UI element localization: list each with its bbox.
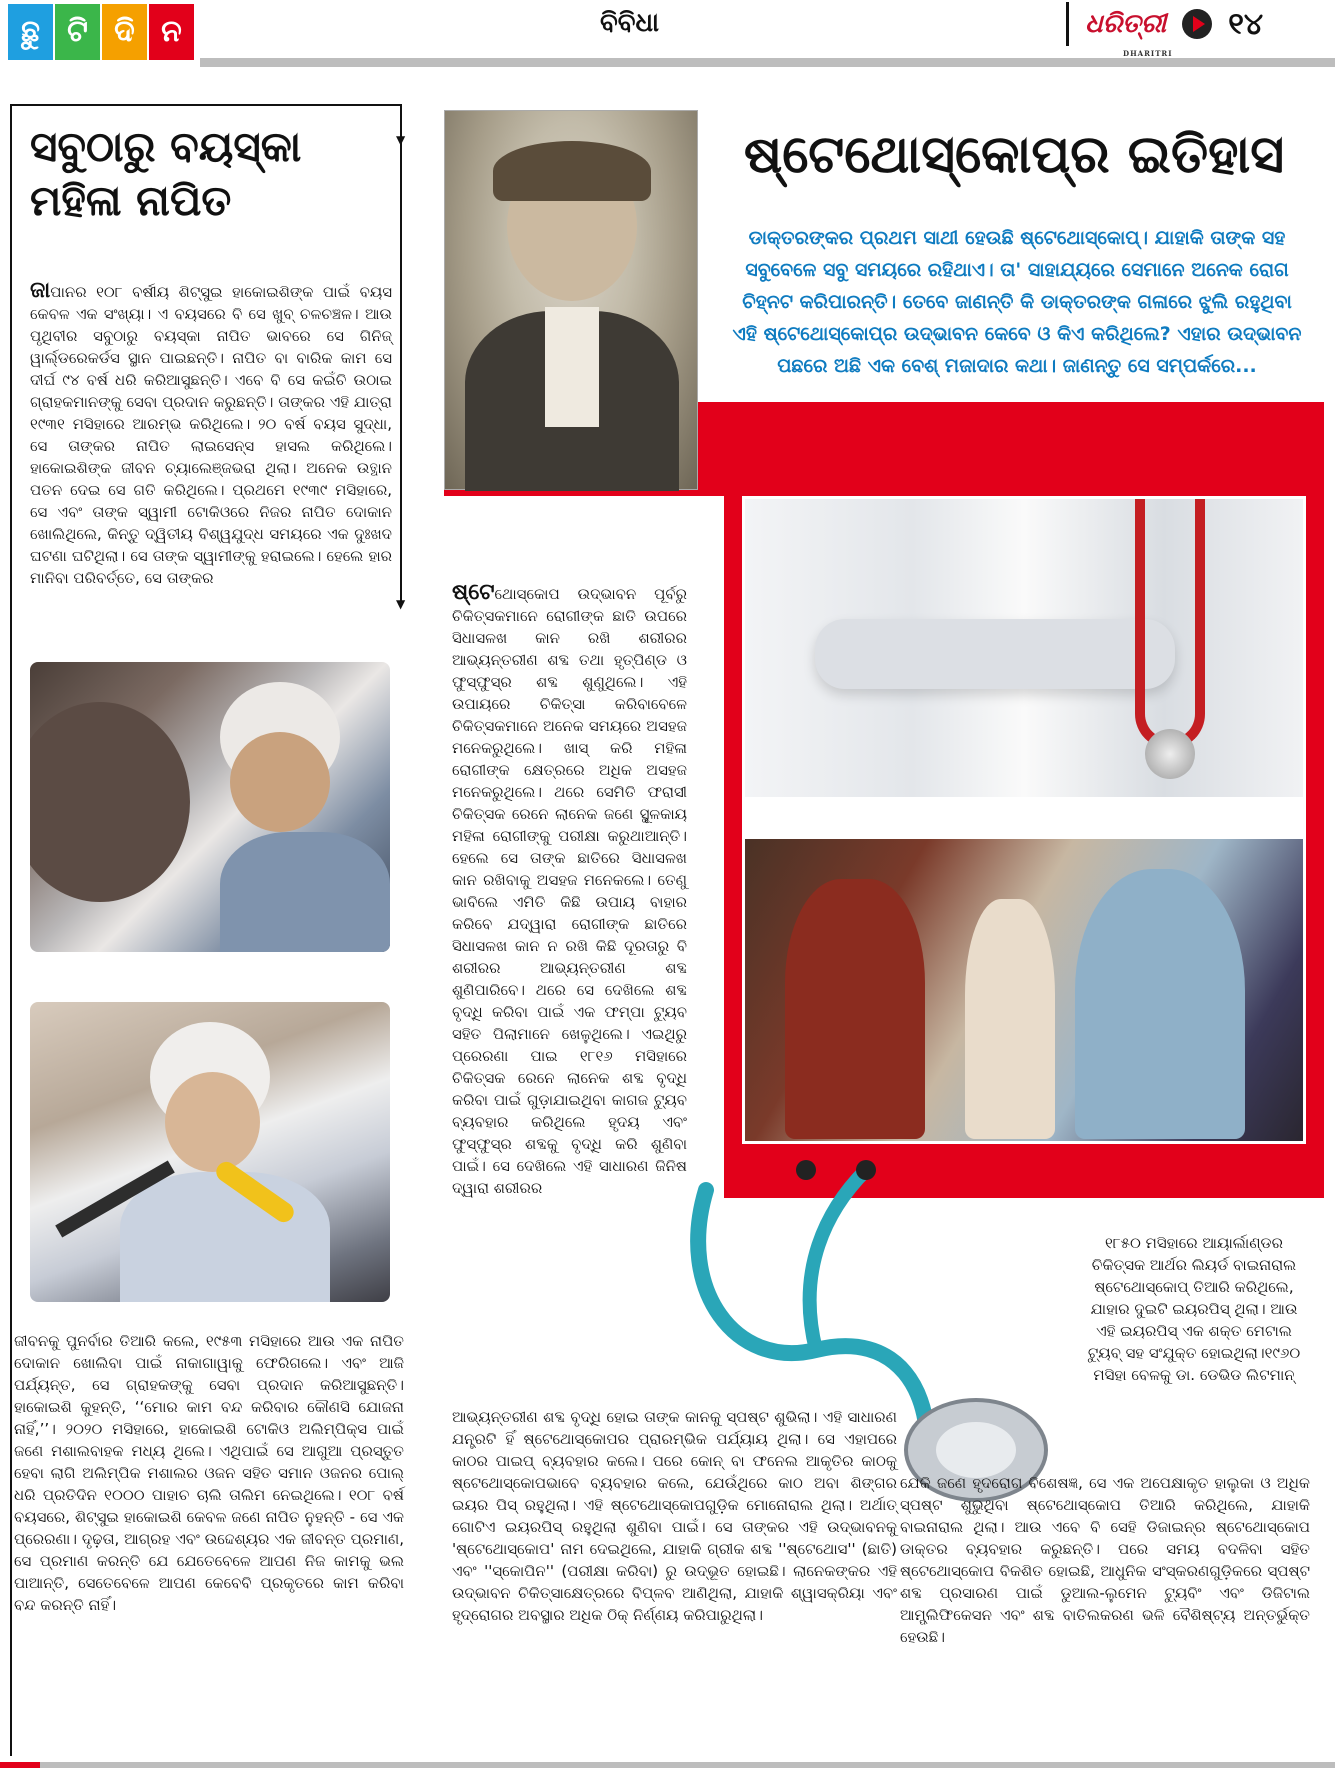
doctor-coat-photo xyxy=(742,496,1306,800)
brand-name: ଧରିତ୍ରୀ xyxy=(1085,9,1167,39)
left-article-para-1 xyxy=(30,280,392,589)
stethoscope-text-col-3: ୧୮୫୦ ମସିହାରେ ଆୟାର୍ଲାଣ୍ଡର ଚିକିତ୍ସକ ଆର୍ଥର ଲିୟର୍ଡ ବାଇନାରାଲ ଷ୍ଟେଥୋସ୍କୋପ୍ ତିଆରି କରିଥିଲେ, ଯାହାର ଦୁଇଟି ଇୟରପିସ୍ ଥିଲା। ଆଉ ଏହି ଇୟରପିସ୍ ଏକ ଶକ୍ତ ମେଟାଲ ଟ୍ୟୁବ୍ ସହ ସଂଯୁକ୍ତ ହୋଇଥିଲା।୧୯୬୦ ମସିହା ବେଳକୁ ଡା. ଡେଭିଡ ଲିଟମାନ୍ xyxy=(1087,1234,1301,1384)
stethoscope-text-col-4: ଯେକି ଜଣେ ହୃଦରୋଗ ବିଶେଷଜ୍ଞ, ସେ ଏକ ଅପେକ୍ଷାକୃତ ହାଲୁକା ଓ ଅଧିକ ସ୍ପଷ୍ଟ ଶୁଭୁଥିବା ଷ୍ଟେଥୋସ୍କୋପ ତିଆରି କରିଥିଲେ, ଯାହାକି ବାଇନାରାଲ ଥିଲା। ଆଉ ଏବେ ବି ସେହି ଡିଜାଇନ୍‌ର ଷ୍ଟେଥୋସ୍କୋପ ଡାକ୍ତର ବ୍ୟବହାର କରୁଛନ୍ତି। ପରେ ସମୟ ବଦଳିବା ସହିତ ଷ୍ଟେଥୋସ୍କୋପ ବିକଶିତ ହୋଇଛି, ଆଧୁନିକ ସଂସ୍କରଣଗୁଡ଼ିକରେ ସ୍ପଷ୍ଟ ଶବ୍ଦ ପ୍ରସାରଣ ପାଇଁ ଡୁଆଲ-ଲୁମେନ ଟ୍ୟୁବିଂ ଏବଂ ଡିଜିଟାଲ ଆମ୍ପ୍ଲିଫିକେସନ ଏବଂ ଶବ୍ଦ ବାତିଲକରଣ ଭଳି ବୈଶିଷ୍ଟ୍ୟ ଅନ୍ତର୍ଭୁକ୍ତ ହେଉଛି। xyxy=(900,1474,1310,1646)
section-logo xyxy=(8,4,194,60)
section-title: ବିବିଧା xyxy=(600,8,659,38)
brand-subtitle: DHARITRI xyxy=(1123,49,1173,58)
header-rule xyxy=(200,58,1335,67)
left-article-para-2: ଜୀବନକୁ ପୁନର୍ବାର ତିଆରି କଲେ, ୧୯୫୩ ମସିହାରେ ଆଉ ଏକ ନାପିତ ଦୋକାନ ଖୋଲିବା ପାଇଁ ନାକାଗାୱାକୁ ଫେରିଗଲେ। ଏବଂ ଆଜି ପର୍ଯ୍ୟନ୍ତ, ସେ ଗ୍ରାହକଙ୍କୁ ସେବା ପ୍ରଦାନ କରିଆସୁଛନ୍ତି। ହାକୋଇଶି କୁହନ୍ତି, ‘‘ମୋର କାମ ବନ୍ଦ କରିବାର କୌଣସି ଯୋଜନା ନାହିଁ,’’। ୨୦୨୦ ମସିହାରେ, ହାକୋଇଶି ଟୋକିଓ ଅଲିମ୍ପିକ୍ସ ପାଇଁ ଜଣେ ମଶାଲବାହକ ମଧ୍ୟ ଥିଲେ। ଏଥିପାଇଁ ସେ ଆଗୁଆ ପ୍ରସ୍ତୁତ ହେବା ଲାଗି ଅଲିମ୍ପିକ ମଶାଲର ଓଜନ ସହିତ ସମାନ ଓଜନର ପୋଲ୍ ଧରି ପ୍ରତିଦିନ ୧୦୦୦ ପାହାଚ ଚାଲି ତାଲିମ ନେଇଥିଲେ। ୧୦୮ ବର୍ଷ ବୟସରେ, ଶିଟ୍ସୁଇ ହାକୋଇଶି କେବଳ ଜଣେ ନାପିତ ନୁହନ୍ତି - ସେ ଏକ ପ୍ରେରଣା। ଦୃଢ଼ତା, ଆଗ୍ରହ ଏବଂ ଉଦ୍ଦେଶ୍ୟର ଏକ ଜୀବନ୍ତ ପ୍ରମାଣ, ସେ ପ୍ରମାଣ କରନ୍ତି ଯେ ଯେତେବେଳେ ଆପଣ ନିଜ କାମକୁ ଭଲ ପାଆନ୍ତି, ସେତେବେଳେ ଆପଣ କେବେବି ପ୍ରକୃତରେ କାମ କରିବା ବନ୍ଦ କରନ୍ତି ନାହିଁ। xyxy=(14,1332,404,1614)
left-frame-right-border xyxy=(400,104,402,604)
barber-uniform-shape xyxy=(120,1172,330,1302)
stethoscope-text-col-2: ଆଭ୍ୟନ୍ତରୀଣ ଶବ୍ଦ ବୃଦ୍ଧି ହୋଇ ତାଙ୍କ କାନକୁ ସ୍ପଷ୍ଟ ଶୁଭିଲା। ଏହି ସାଧାରଣ ଯନ୍ତ୍ରଟି ହିଁ ଷ୍ଟେଥୋସ୍କୋପର ପ୍ରାରମ୍ଭିକ ପର୍ଯ୍ୟାୟ ଥିଲା। ସେ ଏହାପରେ କାଠର ପାଇପ୍ ବ୍ୟବହାର କଲେ। ପରେ କୋନ୍ ବା ଫନେଲ ଆକୃତିର କାଠକୁ ଷ୍ଟେଥୋସ୍କୋପଭାବେ ବ୍ୟବହାର କଲେ, ଯେଉଁଥିରେ କାଠ ଅବା ଶିଙ୍ଗର ଇୟର ପିସ୍ ରହୁଥିଲା। ଏହି ଷ୍ଟେଥୋସ୍କୋପଗୁଡ଼ିକ ମୋନୋରାଲ ଥିଲା। ଅର୍ଥାତ୍ ଗୋଟିଏ ଇୟରପିସ୍ ରହୁଥିଲା ଶୁଣିବା ପାଇଁ। ସେ ତାଙ୍କର ଏହି ଉଦ୍ଭାବନକୁ 'ଷ୍ଟେଥୋସ୍କୋପ' ନାମ ଦେଇଥିଲେ, ଯାହାକି ଗ୍ରୀକ ଶବ୍ଦ ''ଷ୍ଟେଥୋସ'' (ଛାତି) ଏବଂ ''ସ୍କୋପିନ'' (ପରୀକ୍ଷା କରିବା) ରୁ ଉଦ୍ଭୂତ ହୋଇଛି। ଲାନେକଙ୍କର ଏହି ଉଦ୍ଭାବନ ଚିକିତ୍ସାକ୍ଷେତ୍ରରେ ବିପ୍ଳବ ଆଣିଥିଲା, ଯାହାକି ଶ୍ୱାସକ୍ରିୟା ଏବଂ ହୃଦ୍‌ରୋଗର ଅବସ୍ଥାର ଅଧିକ ଠିକ୍ ନିର୍ଣ୍ଣୟ କରିପାରୁଥିଲା। xyxy=(452,1408,897,1624)
red-band-vertical-left xyxy=(724,402,742,1197)
intro-blurb: ଡାକ୍ତରଙ୍କର ପ୍ରଥମ ସାଥୀ ହେଉଛି ଷ୍ଟେଥୋସ୍କୋପ୍। ଯାହାକି ତାଙ୍କ ସହ ସବୁବେଳେ ସବୁ ସମୟରେ ରହିଥାଏ। ତା' ସାହାଯ୍ୟରେ ସେମାନେ ଅନେକ ରୋଗ ଚିହ୍ନଟ କରିପାରନ୍ତି। ତେବେ ଜାଣନ୍ତି କି ଡାକ୍ତରଙ୍କ ଗଳାରେ ଝୁଲି ରହୁଥିବା ଏହି ଷ୍ଟେଥୋସ୍କୋପ୍‌ର ଉଦ୍ଭାବନ କେବେ ଓ କିଏ କରିଥିଲେ? ଏହାର ଉଦ୍ଭାବନ ପଛରେ ଅଛି ଏକ ବେଶ୍ ମଜାଦାର କଥା। ଜାଣନ୍ତୁ ସେ ସମ୍ପର୍କରେ... xyxy=(732,227,1302,377)
painting-woman-shape xyxy=(1075,869,1245,1139)
earpiece-icon xyxy=(796,1160,816,1180)
lead-word: ଜା xyxy=(30,278,51,303)
folded-arms-shape xyxy=(815,619,1175,689)
customer-head-shape xyxy=(30,702,190,902)
chestpiece-diaphragm xyxy=(936,1422,1016,1478)
barber-face-shape xyxy=(165,1072,260,1172)
stethoscope-tube xyxy=(810,1170,866,1350)
barber-face-shape xyxy=(230,732,330,832)
section-logo-tile: ଟି xyxy=(55,4,100,60)
portrait-collar-shape xyxy=(545,307,599,427)
section-logo-tile: ଛୁ xyxy=(8,4,53,60)
bottom-rule xyxy=(0,1762,1335,1768)
brand-logo xyxy=(1085,9,1173,58)
red-stethoscope-icon xyxy=(1135,499,1205,749)
stethoscope-text-col-1 xyxy=(452,582,687,1199)
arrow-down-icon: ▼ xyxy=(396,597,406,611)
right-headline: ଷ୍ଟେଥୋସ୍କୋପ୍‌ର ଇତିହାସ xyxy=(743,125,1285,185)
lead-word: ଷ୍ଟେ xyxy=(452,580,495,605)
barber-photo-1 xyxy=(30,662,390,952)
left-headline-line: ମହିଳା ନାପିତ xyxy=(30,176,232,225)
stethoscope-chestpiece-icon xyxy=(1145,729,1195,779)
section-logo-tile: ନ xyxy=(149,4,194,60)
left-article-text: ପାନର ୧୦୮ ବର୍ଷୀୟ ଶିଟ୍ସୁଇ ହାକୋଇଶିଙ୍କ ପାଇଁ ବୟସ କେବଳ ଏକ ସଂଖ୍ୟା। ଏ ବୟସରେ ବି ସେ ଖୁବ୍ ଚଳଚଞ୍ଚଳ। ଆଉ ପୃଥିବୀର ସବୁଠାରୁ ବୟସ୍କା ନାପିତ ଭାବରେ ସେ ଗିନିଜ୍ ୱାର୍ଲ୍ଡରେକର୍ଡସ ସ୍ଥାନ ପାଇଛନ୍ତି। ନାପିତ ବା ବାରିକ କାମ ସେ ଦୀର୍ଘ ୯୪ ବର୍ଷ ଧରି କରିଆସୁଛନ୍ତି। ଏବେ ବି ସେ କଇଁଚି ଉଠାଇ ଗ୍ରାହକମାନଙ୍କୁ ସେବା ପ୍ରଦାନ କରୁଛନ୍ତି। ତାଙ୍କର ଏହି ଯାତ୍ରା ୧୯୩୧ ମସିହାରେ ଆରମ୍ଭ କରିଥିଲେ। ୨୦ ବର୍ଷ ବୟସ ସୁଦ୍ଧା, ସେ ତାଙ୍କର ନାପିତ ଲାଇସେନ୍ସ ହାସଲ କରିଥିଲେ। ହାକୋଇଶିଙ୍କ ଜୀବନ ଚ୍ୟାଲେଞ୍ଜଭରା ଥିଲା। ଅନେକ ଉତ୍ଥାନ ପତନ ଦେଇ ସେ ଗତି କରିଥିଲେ। ପ୍ରଥମେ ୧୯୩୯ ମସିହାରେ, ସେ ଏବଂ ତାଙ୍କ ସ୍ୱାମୀ ଟୋକିଓରେ ନିଜର ନାପିତ ଦୋକାନ ଖୋଲିଥିଲେ, କିନ୍ତୁ ଦ୍ୱିତୀୟ ବିଶ୍ୱଯୁଦ୍ଧ ସମୟରେ ଏକ ଦୁଃଖଦ ଘଟଣା ଘଟିଥିଲା। ସେ ତାଙ୍କ ସ୍ୱାମୀଙ୍କୁ ହରାଇଲେ। ହେଲେ ହାର ମାନିବା ପରିବର୍ତ୍ତେ, ସେ ତାଙ୍କର xyxy=(30,283,392,587)
barber-photo-2 xyxy=(30,1002,390,1302)
left-headline xyxy=(30,120,390,228)
play-icon xyxy=(1182,9,1212,39)
red-band-vertical-right xyxy=(1306,402,1324,1197)
inventor-portrait xyxy=(444,110,698,490)
stethoscope-text: ଥୋସ୍କୋପ ଉଦ୍ଭାବନ ପୂର୍ବରୁ ଚିକିତ୍ସକମାନେ ରୋଗୀଙ୍କ ଛାତି ଉପରେ ସିଧାସଳଖ କାନ ରଖି ଶରୀରର ଆଭ୍ୟନ୍ତରୀଣ ଶବ୍ଦ ତଥା ହୃତ୍‌ପିଣ୍ଡ ଓ ଫୁସ୍‌ଫୁସ୍‌ର ଶବ୍ଦ ଶୁଣୁଥିଲେ। ଏହି ଉପାୟରେ ଚିକିତ୍ସା କରିବାବେଳେ ଚିକିତ୍ସକମାନେ ଅନେକ ସମୟରେ ଅସହଜ ମନେକରୁଥିଲେ। ଖାସ୍ କରି ମହିଳା ରୋଗୀଙ୍କ କ୍ଷେତ୍ରରେ ଅଧିକ ଅସହଜ ମନେକରୁଥିଲେ। ଥରେ ସେମିତି ଫରାସୀ ଚିକିତ୍ସକ ରେନେ ଲାନେକ ଜଣେ ସ୍ଥୂଳକାୟ ମହିଳା ରୋଗୀଙ୍କୁ ପରୀକ୍ଷା କରୁଥାଆନ୍ତି। ହେଲେ ସେ ତାଙ୍କ ଛାତିରେ ସିଧାସଳଖ କାନ ରଖିବାକୁ ଅସହଜ ମନେକଲେ। ତେଣୁ ଭାବିଲେ ଏମିତି କିଛି ଉପାୟ ବାହାର କରିବେ ଯଦ୍ୱାରା ରୋଗୀଙ୍କ ଛାତିରେ ସିଧାସଳଖ କାନ ନ ରଖି କିଛି ଦୂରତାରୁ ବି ଶରୀରର ଆଭ୍ୟନ୍ତରୀଣ ଶବ୍ଦ ଶୁଣିପାରିବେ। ଥରେ ସେ ଦେଖିଲେ ଶବ୍ଦ ବୃଦ୍ଧି କରିବା ପାଇଁ ଏକ ଫମ୍ପା ଟ୍ୟୁବ ସହିତ ପିଲାମାନେ ଖେଳୁଥିଲେ। ଏଇଥିରୁ ପ୍ରେରଣା ପାଇ ୧୮୧୬ ମସିହାରେ ଚିକିତ୍ସକ ରେନେ ଲାନେକ ଶବ୍ଦ ବୃଦ୍ଧି କରିବା ପାଇଁ ଗୁଡ଼ାଯାଇଥିବା କାଗଜ ଟ୍ୟୁବ ବ୍ୟବହାର କରିଥିଲେ ହୃଦୟ ଏବଂ ଫୁସ୍‌ଫୁସ୍‌ର ଶବ୍ଦକୁ ବୃଦ୍ଧି କରି ଶୁଣିବା ପାଇଁ। ସେ ଦେଖିଲେ ଏହି ସାଧାରଣ ଜିନିଷ ଦ୍ୱାରା ଶରୀରର xyxy=(452,585,687,1197)
barber-uniform-shape xyxy=(220,832,390,952)
painting-doctor-shape xyxy=(785,879,925,1139)
header-divider xyxy=(1066,2,1069,46)
painting-child-shape xyxy=(965,899,1055,1139)
header-right xyxy=(1066,2,1264,58)
arrow-down-icon: ▼ xyxy=(396,133,406,147)
portrait-hair-shape xyxy=(493,141,651,201)
section-logo-tile: ଦି xyxy=(102,4,147,60)
page-number: ୧୪ xyxy=(1228,6,1264,42)
left-headline-line: ସବୁଠାରୁ ବୟସ୍କା xyxy=(30,122,302,171)
masthead xyxy=(0,0,1335,62)
laennec-painting xyxy=(742,836,1306,1144)
earpiece-icon xyxy=(856,1160,876,1180)
